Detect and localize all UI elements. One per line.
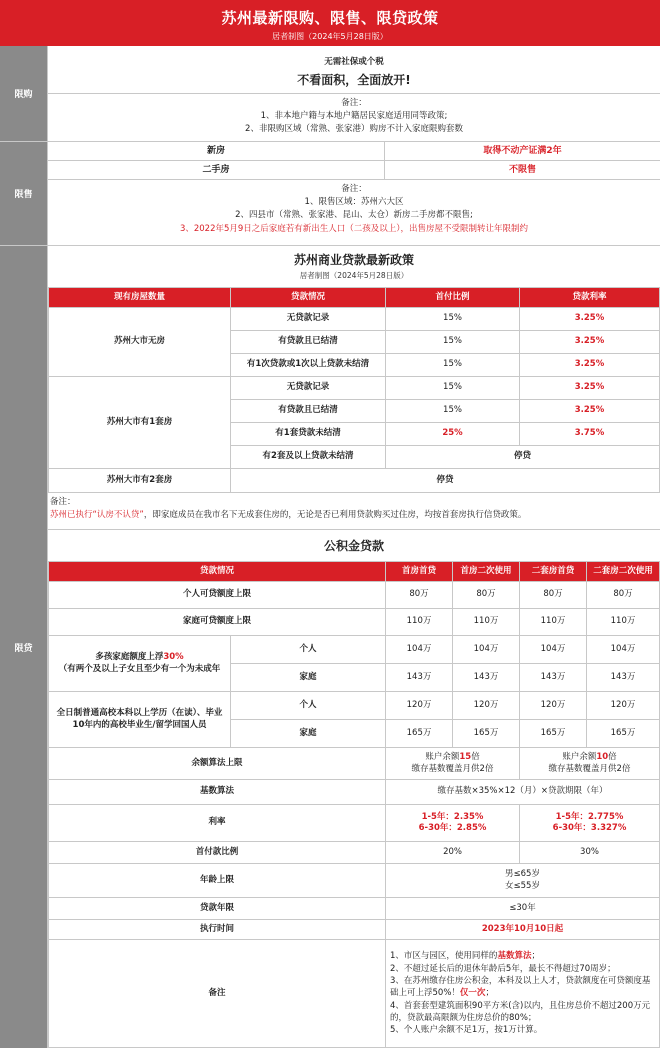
table-row: 25% <box>386 423 520 446</box>
sale-note-title: 备注： <box>341 184 367 194</box>
balance-left: 账户余额15倍 缴存基数覆盖月供2倍 <box>386 748 520 780</box>
group-two-house-label: 苏州大市有2套房 <box>49 469 231 493</box>
fund-header-second: 二套房首贷 <box>520 562 587 582</box>
table-row: 120万 <box>453 692 520 720</box>
purchase-line1: 无需社保或个税 <box>324 57 384 67</box>
rate-label: 利率 <box>49 805 386 842</box>
table-row: 165万 <box>453 720 520 748</box>
multi-child-personal-label: 个人 <box>231 636 386 664</box>
balance-label: 余额算法上限 <box>49 748 386 780</box>
rate-left: 1-5年：2.35% 6-30年：2.85% <box>386 805 520 842</box>
purchase-section <box>0 46 660 142</box>
multi-child-family-label: 家庭 <box>231 664 386 692</box>
group-no-house-label: 苏州大市无房 <box>49 308 231 377</box>
sale-new-value: 取得不动产证满2年 <box>385 142 660 161</box>
table-row: 143万 <box>587 664 660 692</box>
commercial-header-status: 贷款情况 <box>231 288 386 308</box>
table-row: 有贷款且已结清 <box>231 400 386 423</box>
loan-side-label: 限贷 <box>0 246 47 1048</box>
multi-child-label: 多孩家庭额度上浮30% （有两个及以上子女且至少有一个为未成年 <box>49 636 231 692</box>
age-label: 年龄上限 <box>49 864 386 898</box>
commercial-subtitle: 居者制图（2024年5月28日版） <box>299 271 409 280</box>
commercial-title: 苏州商业贷款最新政策 <box>293 253 414 267</box>
table-row: 104万 <box>587 636 660 664</box>
table-row: 80万 <box>453 582 520 609</box>
sale-section <box>0 142 660 246</box>
term-value: ≤30年 <box>386 898 660 920</box>
fund-header-first-second: 首房二次使用 <box>453 562 520 582</box>
remarks-content: 1、市区与园区，使用同样的基数算法； 2、不超过延长后的退休年龄后5年，最长不得超过70周岁； 3、在苏州缴存住房公积金，本科及以上人才，贷款额度在可贷额度基础上可上浮50%！仅一次； 4、首套套型建筑面积90平方米(含)以内，且住房总价不超过200万元的，贷款最高限额为住房总价的80%； 5、个人账户余额不足1万，按1万计算。 <box>386 940 660 1048</box>
graduate-family-label: 家庭 <box>231 720 386 748</box>
table-row: 3.75% <box>520 423 660 446</box>
fund-header-first: 首房首贷 <box>386 562 453 582</box>
table-row: 110万 <box>520 609 587 636</box>
sale-side-label: 限售 <box>0 142 47 245</box>
down-left: 20% <box>386 842 520 864</box>
sale-new-label: 新房 <box>48 142 385 161</box>
table-row: 120万 <box>386 692 453 720</box>
graduate-label: 全日制普通高校本科以上学历（在读）、毕业 10年内的高校毕业生/留学回国人员 <box>49 692 231 748</box>
table-row: 110万 <box>587 609 660 636</box>
table-row: 3.25% <box>520 308 660 331</box>
family-limit-label: 家庭可贷额度上限 <box>49 609 386 636</box>
table-row: 3.25% <box>520 331 660 354</box>
purchase-note-2: 2、非限购区域（常熟、张家港）购房不计入家庭限购套数 <box>245 124 463 135</box>
purchase-note-title: 备注： <box>341 98 367 108</box>
table-row: 无贷款记录 <box>231 377 386 400</box>
personal-limit-label: 个人可贷额度上限 <box>49 582 386 609</box>
table-row: 15% <box>386 308 520 331</box>
page-subtitle: 居者制图（2024年5月28日版） <box>272 32 388 41</box>
purchase-line2: 不看面积，全面放开! <box>297 73 411 87</box>
graduate-personal-label: 个人 <box>231 692 386 720</box>
table-row: 143万 <box>386 664 453 692</box>
table-row: 停贷 <box>231 469 660 493</box>
commercial-table <box>48 287 660 493</box>
table-row: 104万 <box>386 636 453 664</box>
table-row: 15% <box>386 400 520 423</box>
table-row: 165万 <box>520 720 587 748</box>
table-row: 无贷款记录 <box>231 308 386 331</box>
table-row: 15% <box>386 377 520 400</box>
table-row: 有2套及以上贷款未结清 <box>231 446 386 469</box>
table-row: 有1次贷款或1次以上贷款未结清 <box>231 354 386 377</box>
commercial-note-title: 备注： <box>50 497 76 507</box>
group-one-house-label: 苏州大市有1套房 <box>49 377 231 469</box>
start-value: 2023年10月10日起 <box>386 920 660 940</box>
purchase-side-label: 限购 <box>0 46 47 141</box>
term-label: 贷款年限 <box>49 898 386 920</box>
fund-header-second-second: 二套房二次使用 <box>587 562 660 582</box>
base-label: 基数算法 <box>49 780 386 805</box>
table-row: 80万 <box>386 582 453 609</box>
start-label: 执行时间 <box>49 920 386 940</box>
commercial-note-red: 苏州已执行“认房不认贷” <box>50 510 144 521</box>
table-row: 3.25% <box>520 400 660 423</box>
age-value: 男≤65岁 女≤55岁 <box>386 864 660 898</box>
table-row: 143万 <box>520 664 587 692</box>
remarks-label: 备注 <box>49 940 386 1048</box>
page-header <box>0 0 660 46</box>
commercial-note <box>48 493 660 530</box>
table-row: 104万 <box>520 636 587 664</box>
table-row: 3.25% <box>520 354 660 377</box>
table-row: 110万 <box>453 609 520 636</box>
sale-note-2: 2、四县市（常熟、张家港、昆山、太仓）新房二手房都不限售; <box>235 210 473 221</box>
table-row: 165万 <box>386 720 453 748</box>
down-right: 30% <box>520 842 660 864</box>
table-row: 120万 <box>587 692 660 720</box>
page-title: 苏州最新限购、限售、限贷政策 <box>221 9 439 27</box>
table-row: 143万 <box>453 664 520 692</box>
loan-section <box>0 246 660 1048</box>
table-row: 165万 <box>587 720 660 748</box>
commercial-header-houses: 现有房屋数量 <box>49 288 231 308</box>
sale-note-1: 1、限售区域：苏州六大区 <box>304 197 404 208</box>
table-row: 80万 <box>587 582 660 609</box>
fund-title: 公积金贷款 <box>323 539 384 553</box>
table-row: 15% <box>386 354 520 377</box>
sale-note-3: 3、2022年5月9日之后家庭若有新出生人口（二孩及以上），出售房屋不受限制转让年限制约 <box>179 223 529 234</box>
down-label: 首付款比例 <box>49 842 386 864</box>
table-row: 120万 <box>520 692 587 720</box>
fund-table <box>48 561 660 1048</box>
table-row: 80万 <box>520 582 587 609</box>
table-row: 15% <box>386 331 520 354</box>
table-row: 有贷款且已结清 <box>231 331 386 354</box>
table-row: 有1套贷款未结清 <box>231 423 386 446</box>
base-value: 缴存基数×35%×12（月）×贷款期限（年） <box>386 780 660 805</box>
commercial-header-down: 首付比例 <box>386 288 520 308</box>
balance-right: 账户余额10倍 缴存基数覆盖月供2倍 <box>520 748 660 780</box>
table-row: 110万 <box>386 609 453 636</box>
sale-second-value: 不限售 <box>385 161 660 180</box>
table-row: 停贷 <box>386 446 660 469</box>
table-row: 3.25% <box>520 377 660 400</box>
commercial-header-rate: 贷款利率 <box>520 288 660 308</box>
rate-right: 1-5年：2.775% 6-30年：3.327% <box>520 805 660 842</box>
fund-header-status: 贷款情况 <box>49 562 386 582</box>
table-row: 104万 <box>453 636 520 664</box>
purchase-note-1: 1、非本地户籍与本地户籍居民家庭适用同等政策; <box>260 111 448 122</box>
commercial-note-rest: ，即家庭成员在我市名下无成套住房的，无论是否已利用贷款购买过住房，均按首套房执行信贷政策。 <box>143 510 527 521</box>
sale-second-label: 二手房 <box>48 161 385 180</box>
